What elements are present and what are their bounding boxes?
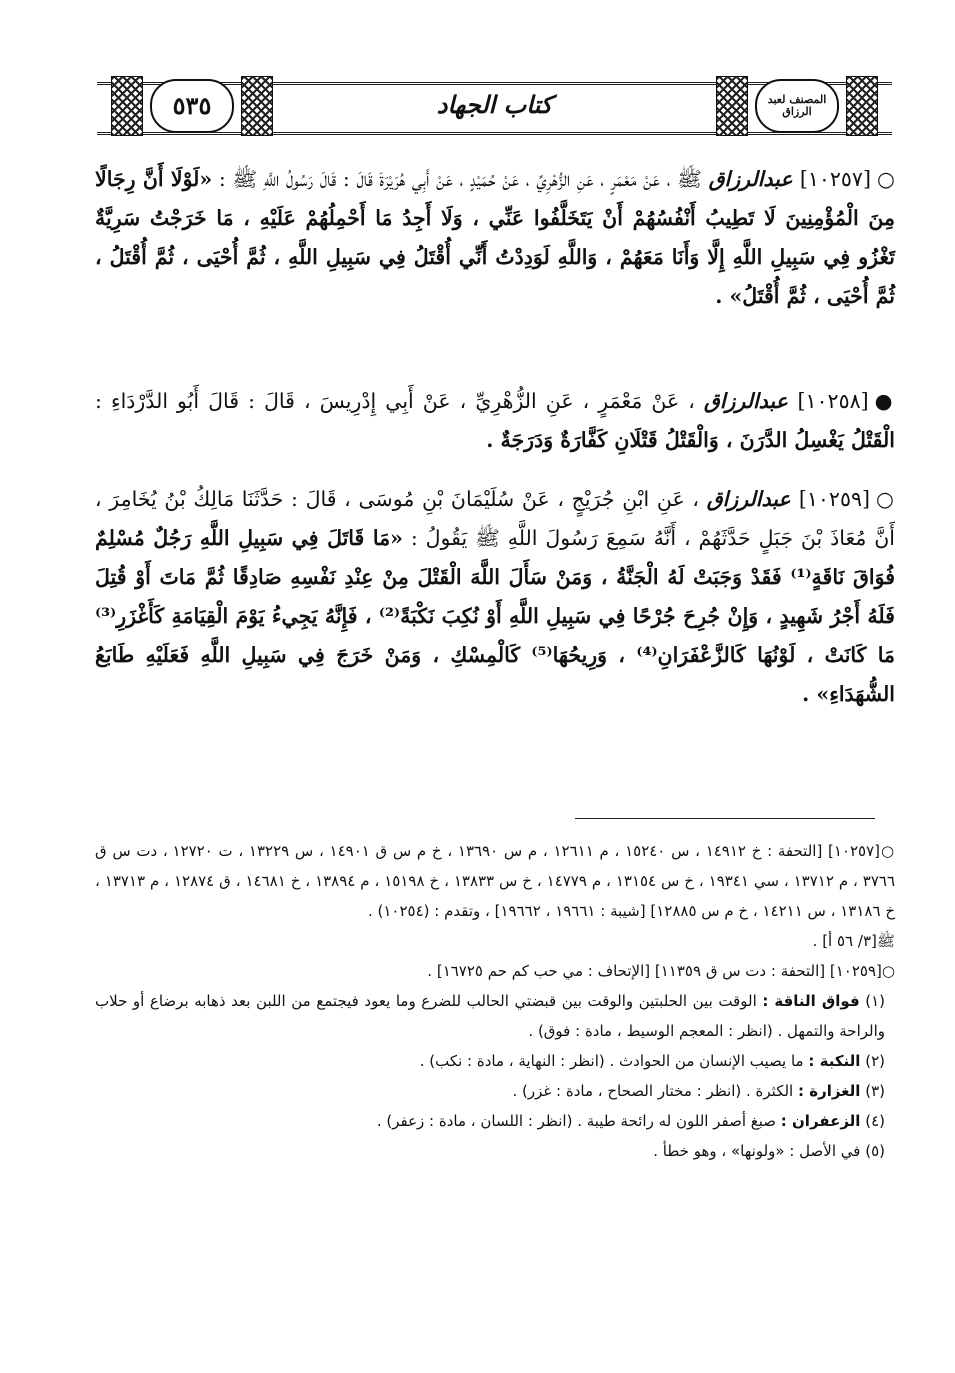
isnad: ﷺ ، عَنْ مَعْمَرٍ ، عَنِ الزُّهْرِيِّ ، عَنْ حُمَيْدٍ ، عَنْ أَبِي هُرَيْرَةَ قَالَ : قَالَ رَسُولُ اللَّهِ ﷺ : [212, 167, 709, 191]
ornament-tile [111, 76, 143, 136]
matn: الْقَتْلُ يَغْسِلُ الدَّرَنَ ، وَالْقَتْلُ قَتْلَانِ كَفَّارَةٌ وَدَرَجَةٌ . [486, 428, 895, 452]
isnad: ، عَنْ مَعْمَرٍ ، عَنِ الزُّهْرِيِّ ، عَنْ أَبِي إِدْرِيسَ ، قَالَ : قَالَ أَبُو الدَّرْدَاءِ : [95, 389, 704, 413]
gloss-3 [95, 1076, 895, 1106]
hadith-number: [١٠٢٥٩] [798, 487, 870, 511]
gloss-term: الغزارة : [798, 1082, 861, 1100]
gloss-number: (٤) [865, 1112, 885, 1130]
matn: «مَا قَاتَلَ فِي سَبِيلِ اللَّهِ رَجُلٌ مُسْلِمٌ فُوَاقَ نَاقَةٍ⁽¹⁾ فَقَدْ وَجَبَتْ لَهُ الْجَنَّةُ ، وَمَنْ سَأَلَ اللَّهَ الْقَتْلَ مِنْ عِنْدِ نَفْسِهِ صَادِقًا ثُمَّ مَاتَ أَوْ قُتِلَ فَلَهُ أَجْرُ شَهِيدٍ ، وَإِنْ جُرِحَ جُرْحًا فِي سَبِيلِ اللَّهِ أَوْ نُكِبَ نَكْبَةً⁽²⁾ ، فَإِنَّهُ يَجِيءُ يَوْمَ الْقِيَامَةِ كَأَغْزَرِ⁽³⁾ مَا كَانَتْ ، لَوْنُهَا كَالزَّعْفَرَانِ⁽⁴⁾ ، وَرِيحُهَا⁽⁵⁾ كَالْمِسْكِ ، وَمَنْ خَرَجَ فِي سَبِيلِ اللَّهِ فَعَلَيْهِ طَابَعُ الشُّهَدَاءِ» . [95, 526, 895, 706]
book-title: كتاب الجهاد [436, 90, 553, 119]
hadith-number: [١٠٢٥٨] [797, 389, 869, 413]
gloss-5 [95, 1136, 895, 1166]
gloss-term: فواق الناقة : [762, 992, 860, 1010]
hadith-number: [١٠٢٥٧] [799, 167, 871, 191]
gloss-text: في الأصل : «ولونها» ، وهو خطأ . [653, 1142, 861, 1160]
gloss-2 [95, 1046, 895, 1076]
ornament-tile [846, 76, 878, 136]
header-left-ornament [97, 72, 287, 139]
gloss-text: صبغ أصفر اللون له رائحة طيبة . (انظر : اللسان ، مادة : زعفر) . [376, 1112, 781, 1130]
book-logo: المصنف لعبد الرزاق [755, 79, 839, 133]
gloss-text: ما يصيب الإنسان من الحوادث . (انظر : النهاية ، مادة : نكب) . [419, 1052, 809, 1070]
footnotes [95, 836, 895, 1166]
reference-10259: ○[١٠٢٥٩] [التحفة : دت س ق ١١٣٥٩] [الإتحاف : مي حب كم حم ١٦٧٢٥] . [427, 962, 895, 980]
hadith-marker: ● [874, 389, 896, 413]
main-text [95, 160, 895, 800]
gloss-number: (٥) [865, 1142, 885, 1160]
hadith-marker: ○ [875, 487, 895, 511]
gloss-term: الزعفران : [780, 1112, 861, 1130]
page-header [97, 72, 892, 139]
page-number: ٥٣٥ [150, 79, 234, 133]
hadith-marker: ○ [876, 167, 896, 191]
gloss-number: (٣) [865, 1082, 885, 1100]
hadith-10259 [95, 480, 895, 790]
hadith-10258 [95, 382, 895, 470]
matn: «لَوْلَا أَنَّ رِجَالًا مِنَ الْمُؤْمِنِينَ لَا تَطِيبُ أَنْفُسُهُمْ أَنْ يَتَخَلَّفُوا عَنِّي ، وَلَا أَجِدُ مَا أَحْمِلُهُمْ عَلَيْهِ ، مَا خَرَجْتُ سَرِيَّةٌ تَغْزُو فِي سَبِيلِ اللَّهِ إِلَّا وَأَنَا مَعَهُمْ ، وَاللَّهِ لَوَدِدْتُ أَنِّي أُقْتَلُ فِي سَبِيلِ اللَّهِ ، ثُمَّ أُحْيَى ، ثُمَّ أُقْتَلُ ، ثُمَّ أُحْيَى ، ثُمَّ أُقْتَلُ» . [95, 167, 895, 308]
narrator: عبدالرزاق [703, 389, 788, 413]
gloss-number: (١) [865, 992, 886, 1010]
narrator: عبدالرزاق [708, 167, 793, 191]
gloss-4 [95, 1106, 895, 1136]
gloss-text: الكثرة . (انظر : مختار الصحاح ، مادة : غزر) . [512, 1082, 798, 1100]
gloss-number: (٢) [865, 1052, 885, 1070]
ornament-tile [241, 76, 273, 136]
gloss-term: النكبة : [808, 1052, 861, 1070]
hadith-10257 [95, 160, 895, 372]
gloss-1 [95, 986, 895, 1046]
reference-folio: ﷺ[٣/ ٥٦ أ] . [812, 932, 895, 950]
footnote-divider [575, 818, 875, 819]
narrator: عبدالرزاق [706, 487, 791, 511]
header-right-ornament [702, 72, 892, 139]
reference-10257: ○[١٠٢٥٧] [التحفة : خ ١٤٩١٢ ، س ١٥٢٤٠ ، م ١٢٦١١ ، م س ١٣٦٩٠ ، خ م س ق ١٤٩٠١ ، س ١٣٢٢٩ ، ت ١٢٧٢٠ ، دت س ق ٣٧٦٦ ، م ١٣٧١٢ ، سي ١٩٣٤١ ، خ س ١٣١٥٤ ، م ١٤٧٧٩ ، خ س ١٣٨٣٣ ، خ ١٥١٩٨ ، م ١٣٨٩٤ ، خ ١٤٦٨١ ، ق ١٢٨٧٤ ، م ١٣٧١٣ ، خ ١٣١٨٦ ، س ١٤٢١١ ، خ م س ١٢٨٨٥] [شيبة : ١٩٦٦١ ، ١٩٦٦٢] ، وتقدم : (١٠٢٥٤) . [95, 842, 896, 920]
gloss-text: الوقت بين الحلبتين والوقت بين قبضتي الحالب للضرع وما يعود فيجتمع من اللبن بعد ذهابه برضاع أو حلاب والراحة والتمهل . (انظر : المعجم الوسيط ، مادة : فوق) . [95, 992, 885, 1040]
ornament-tile [716, 76, 748, 136]
isnad: ، عَنِ ابْنِ جُرَيْجٍ ، عَنْ سُلَيْمَانَ بْنِ مُوسَى ، قَالَ : حَدَّثَنَا مَالِكُ بْنُ يُخَامِرَ ، أَنَّ مُعَاذَ بْنَ جَبَلٍ حَدَّثَهُمْ ، أَنَّهُ سَمِعَ رَسُولَ اللَّهِ ﷺ يَقُولُ : [95, 487, 895, 550]
